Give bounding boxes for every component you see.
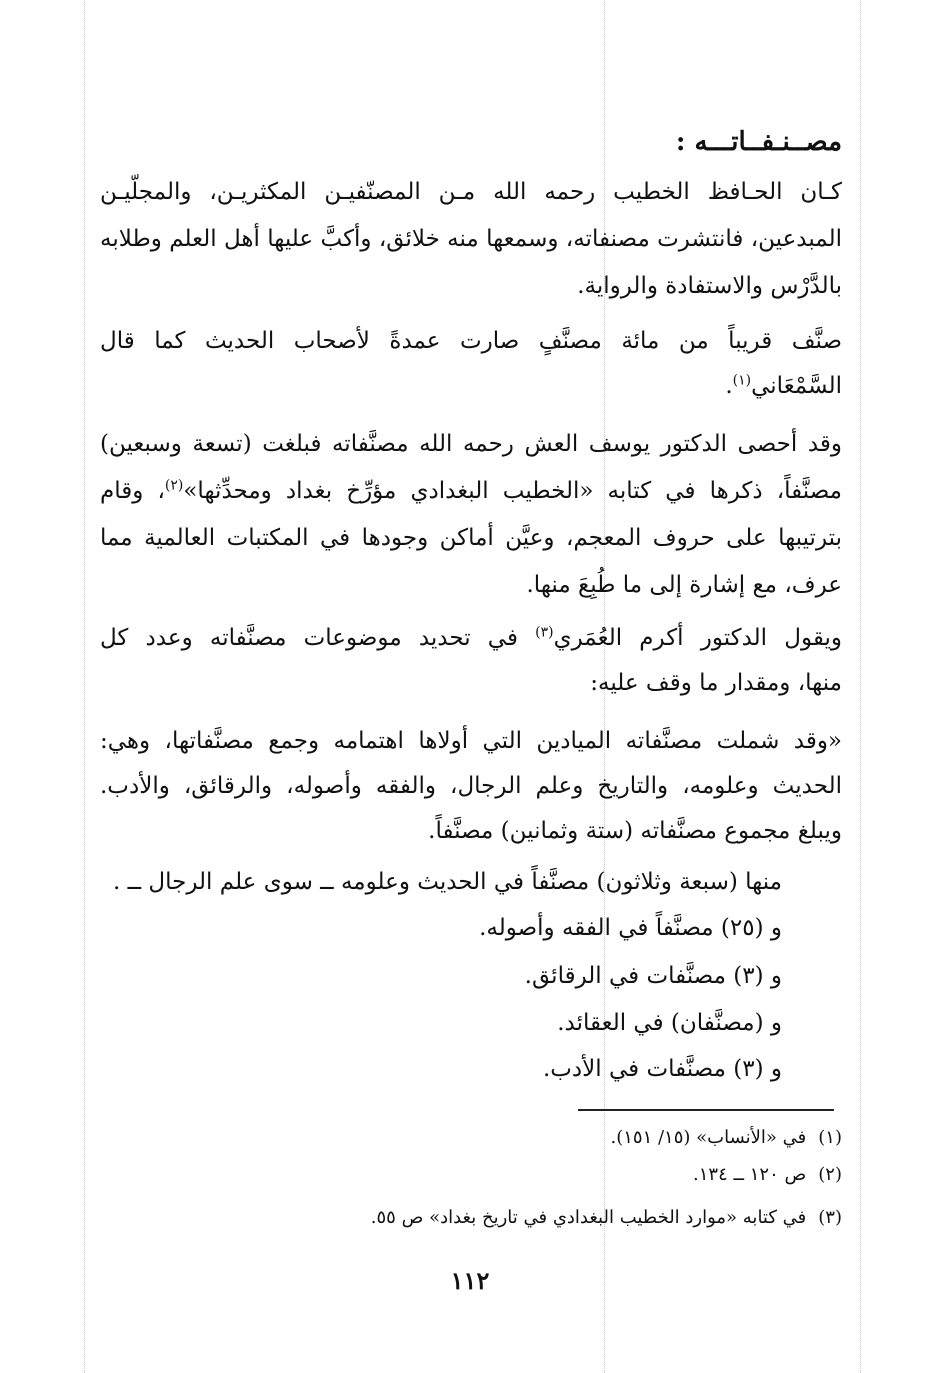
list-item: و (مصنَّفان) في العقائد. [557, 1010, 782, 1036]
body-line: منها، ومقدار ما وقف عليه: [590, 670, 842, 696]
footnote-text: في كتابه «موارد الخطيب البغدادي في تاريخ بغداد» ص ٥٥. [370, 1207, 807, 1228]
quote-line: الحديث وعلومه، والتاريخ وعلم الرجال، والفقه وأصوله، والرقائق، والأدب. [100, 773, 842, 799]
list-item: و (٢٥) مصنَّفاً في الفقه وأصوله. [479, 915, 782, 941]
section-heading: مصــنـفــاتـــه : [675, 127, 842, 157]
footnote [610, 1125, 842, 1151]
scan-guide-line [84, 0, 85, 1373]
footnote-ref: (١) [732, 372, 752, 389]
footnote-text: في «الأنساب» (١٥/ ١٥١). [610, 1127, 807, 1148]
body-line: بترتيبها على حروف المعجم، وعيَّن أماكن وجودها في المكتبات العالمية مما [100, 525, 842, 551]
footnote-ref: (٢) [164, 477, 184, 494]
body-line [100, 475, 842, 507]
body-line: عرف، مع إشارة إلى ما طُبِعَ منها. [526, 572, 842, 598]
list-item: منها (سبعة وثلاثون) مصنَّفاً في الحديث وعلومه ــ سوى علم الرجال ــ . [113, 869, 782, 895]
list-item: و (٣) مصنَّفات في الرقائق. [524, 963, 782, 989]
quote-line: «وقد شملت مصنَّفاته الميادين التي أولاها اهتمامه وجمع مصنَّفاتها، وهي: [100, 728, 842, 754]
body-line: المبدعين، فانتشرت مصنفاته، وسمعها منه خلائق، وأكبَّ عليها أهل العلم وطلابه [100, 226, 842, 252]
footnote [371, 1205, 842, 1231]
footnote [693, 1162, 842, 1188]
body-line: كـان الحـافظ الخطيب رحمه الله مـن المصنّفيـن المكثريـن، والمجلّيـن [100, 179, 842, 205]
list-item: و (٣) مصنَّفات في الأدب. [542, 1056, 782, 1082]
footnote-number: (٢) [818, 1164, 842, 1185]
footnote-text: ص ١٢٠ ــ ١٣٤. [693, 1164, 807, 1185]
quote-line: ويبلغ مجموع مصنَّفاته (ستة وثمانين) مصنَّفاً. [428, 818, 842, 844]
body-line: وقد أحصى الدكتور يوسف العش رحمه الله مصنَّفاته فبلغت (تسعة وسبعين) [100, 431, 842, 457]
body-line [725, 370, 842, 402]
body-text: مصنَّفاً، ذكرها في كتابه «الخطيب البغدادي مؤرِّخ بغداد ومحدِّثها» [183, 478, 842, 504]
body-line: صنَّف قريباً من مائة مصنَّفٍ صارت عمدةً لأصحاب الحديث كما قال [100, 328, 842, 354]
page-number: ١١٢ [450, 1266, 490, 1295]
body-line [100, 622, 842, 654]
body-text: السَّمْعَاني [751, 373, 842, 399]
body-text: ، وقام [100, 478, 165, 504]
body-text: ويقول الدكتور أكرم العُمَري [553, 625, 842, 651]
scan-guide-line [860, 0, 861, 1373]
body-text: . [725, 373, 733, 399]
footnote-separator [578, 1109, 834, 1111]
footnote-ref: (٣) [535, 624, 554, 641]
footnote-number: (١) [818, 1127, 842, 1148]
body-line: بالدَّرْس والاستفادة والرواية. [577, 273, 842, 299]
footnote-number: (٣) [818, 1207, 842, 1228]
body-text: في تحديد موضوعات مصنَّفاته وعدد كل [100, 625, 536, 651]
